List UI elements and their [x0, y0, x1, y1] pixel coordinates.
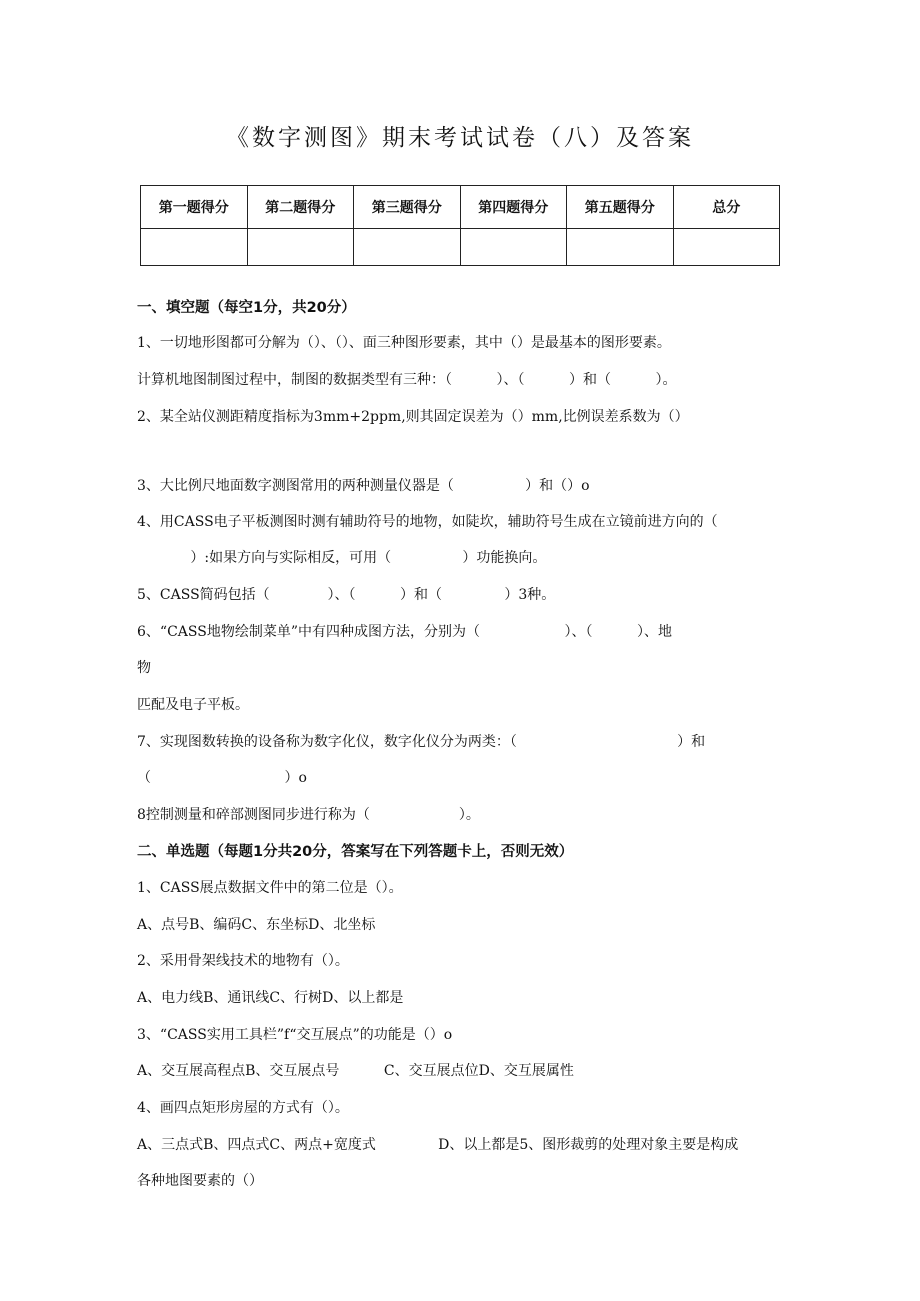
- answer-options-line: A、电力线B、通讯线C、行树D、以上都是: [137, 990, 404, 1006]
- question-line: 物: [137, 660, 151, 676]
- answer-options-line: A、三点式B、四点式C、两点+宽度式 D、以上都是5、图形裁剪的处理对象主要是构成: [137, 1137, 739, 1153]
- question-line: 5、CASS简码包括（ ）、（ ）和（ ）3种。: [137, 587, 556, 603]
- question-line: 各种地图要素的（）: [137, 1173, 263, 1189]
- score-table-value-row: [141, 229, 780, 266]
- score-cell-q1[interactable]: [141, 229, 248, 266]
- section-heading-single-choice: 二、单选题（每题1分共20分，答案写在下列答题卡上，否则无效）: [137, 844, 574, 860]
- question-line: 匹配及电子平板。: [137, 697, 249, 713]
- question-line: 4、画四点矩形房屋的方式有（）。: [137, 1100, 349, 1116]
- score-cell-q2[interactable]: [247, 229, 354, 266]
- score-header-total: 总分: [673, 186, 780, 229]
- score-cell-q5[interactable]: [567, 229, 674, 266]
- question-line: 3、大比例尺地面数字测图常用的两种测量仪器是（ ）和（）o: [137, 478, 590, 494]
- score-header-q1: 第一题得分: [141, 186, 248, 229]
- question-line: 1、一切地形图都可分解为（）、（）、面三种图形要素，其中（）是最基本的图形要素。: [137, 335, 671, 351]
- score-cell-total[interactable]: [673, 229, 780, 266]
- question-line: 1、CASS展点数据文件中的第二位是（）。: [137, 880, 403, 896]
- score-cell-q3[interactable]: [354, 229, 461, 266]
- score-header-q3: 第三题得分: [354, 186, 461, 229]
- question-line: （ ）o: [137, 770, 307, 786]
- question-line: 6、“CASS地物绘制菜单”中有四种成图方法，分别为（ ）、（ ）、地: [137, 624, 673, 640]
- question-line: 2、某全站仪测距精度指标为3mm+2ppm,则其固定误差为（）mm,比例误差系数为（）: [137, 409, 689, 425]
- answer-options-line: A、交互展高程点B、交互展点号 C、交互展点位D、交互展属性: [137, 1063, 574, 1079]
- page-title: 《数字测图》期末考试试卷（八）及答案: [226, 125, 694, 151]
- question-line: 7、实现图数转换的设备称为数字化仪，数字化仪分为两类：（ ）和: [137, 734, 706, 750]
- question-line: ）:如果方向与实际相反，可用（ ）功能换向。: [137, 550, 547, 566]
- score-header-q5: 第五题得分: [567, 186, 674, 229]
- score-table-header-row: [141, 186, 780, 229]
- score-cell-q4[interactable]: [460, 229, 567, 266]
- score-header-q4: 第四题得分: [460, 186, 567, 229]
- score-header-q2: 第二题得分: [247, 186, 354, 229]
- question-line: 4、用CASS电子平板测图时测有辅助符号的地物，如陡坎，辅助符号生成在立镜前进方向的（: [137, 514, 718, 530]
- question-line: 8控制测量和碎部测图同步进行称为（ ）。: [137, 807, 480, 823]
- question-line: 2、采用骨架线技术的地物有（）。: [137, 953, 349, 969]
- answer-options-line: A、点号B、编码C、东坐标D、北坐标: [137, 917, 376, 933]
- question-line: 计算机地图制图过程中，制图的数据类型有三种：（ ）、（ ）和（ ）。: [137, 372, 677, 388]
- score-table: [140, 185, 780, 266]
- question-line: 3、“CASS实用工具栏”f“交互展点”的功能是（）o: [137, 1027, 453, 1043]
- section-heading-fill-blank: 一、填空题（每空1分，共20分）: [137, 300, 356, 316]
